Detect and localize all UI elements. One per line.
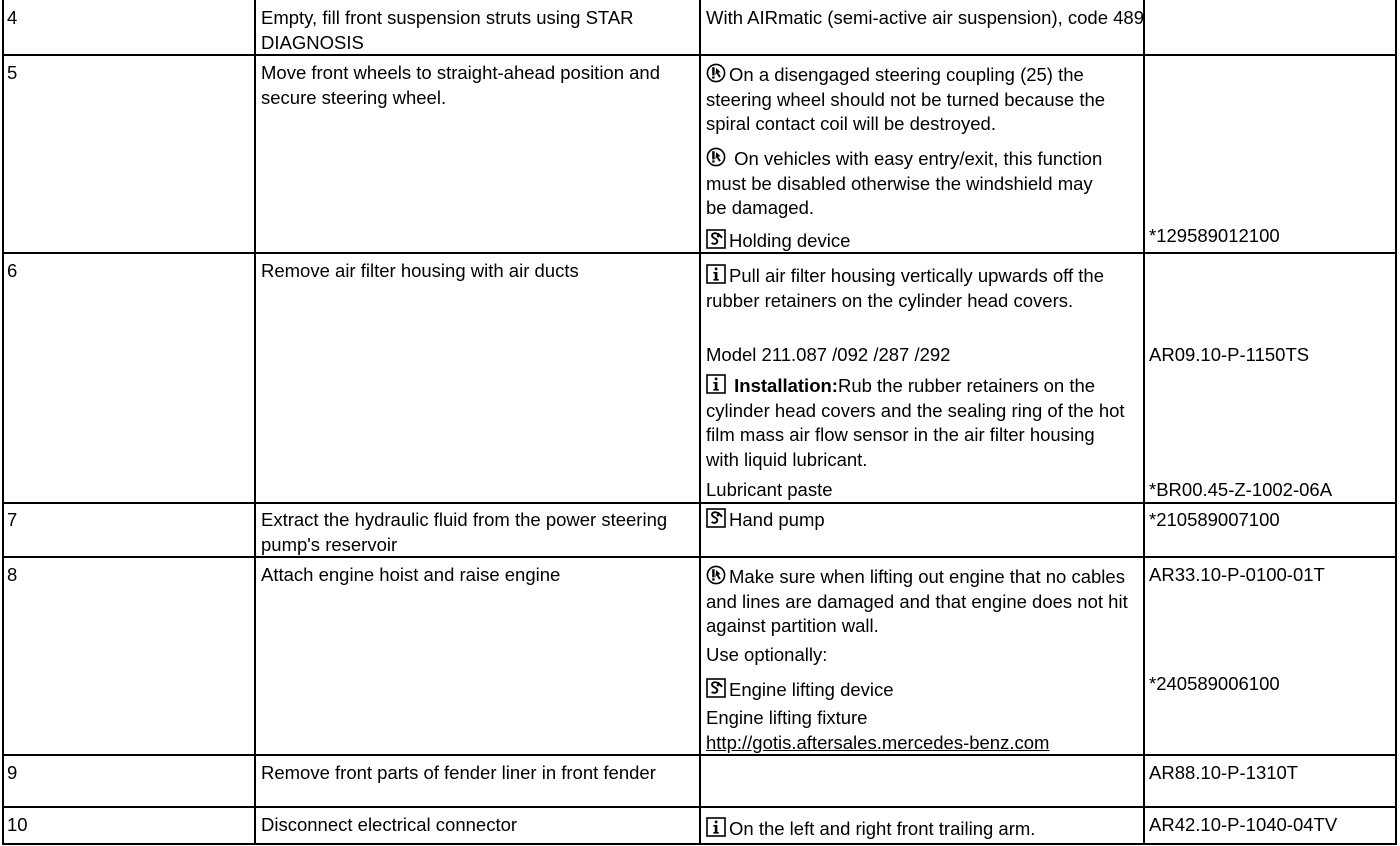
- step-number: 4: [7, 7, 18, 28]
- tool-note: [706, 678, 1146, 703]
- table-border-right: [1395, 0, 1397, 845]
- tool-reference: *240589006100: [1149, 673, 1280, 694]
- gotis-link[interactable]: http://gotis.aftersales.mercedes-benz.com: [706, 732, 1050, 753]
- note-text: Pull air filter housing vertically upwards off the rubber retainers on the cylinder head covers.: [706, 265, 1104, 311]
- step-number: 7: [7, 509, 18, 530]
- caution-icon: [706, 147, 726, 167]
- special-tool-icon: [706, 678, 726, 698]
- row-divider: [2, 556, 1397, 558]
- step-action: Empty, fill front suspension struts using STAR DIAGNOSIS: [261, 7, 634, 53]
- step-action: Disconnect electrical connector: [261, 814, 518, 835]
- tool-note: [706, 229, 1146, 254]
- row-divider: [2, 754, 1397, 756]
- caution-note: [706, 63, 1146, 137]
- info-note: [706, 374, 1131, 472]
- step-note: With AIRmatic (semi-active air suspension), code 489: [706, 7, 1145, 28]
- caution-icon: [706, 565, 726, 585]
- info-note: [706, 264, 1131, 313]
- step-action: Extract the hydraulic fluid from the power steering pump's reservoir: [261, 509, 668, 555]
- step-action: Remove front parts of fender liner in front fender: [261, 762, 656, 783]
- info-note: [706, 817, 1146, 842]
- step-action: Move front wheels to straight-ahead position and secure steering wheel.: [261, 62, 661, 108]
- note-text: Make sure when lifting out engine that no cables and lines are damaged and that engine does not hit against partition wall.: [706, 566, 1128, 636]
- document-reference: AR09.10-P-1150TS: [1149, 344, 1310, 365]
- info-icon: [706, 817, 726, 837]
- special-tool-icon: [706, 229, 726, 249]
- step-number: 6: [7, 260, 18, 281]
- tool-note: [706, 508, 1146, 533]
- procedure-table: [2, 0, 1397, 845]
- note-text: On the left and right front trailing arm.: [729, 818, 1036, 839]
- material-reference: *BR00.45-Z-1002-06A: [1149, 479, 1333, 500]
- note-text: Holding device: [729, 230, 851, 251]
- document-reference: AR88.10-P-1310T: [1149, 762, 1299, 783]
- step-action: Remove air filter housing with air ducts: [261, 260, 579, 281]
- note-text: Hand pump: [729, 509, 825, 530]
- caution-icon: [706, 63, 726, 83]
- note-text: Rub the rubber retainers on the cylinder head covers and the sealing ring of the hot film mass air flow sensor in the air filter housing with liquid lubricant.: [706, 375, 1125, 470]
- note-text: Engine lifting device: [729, 679, 894, 700]
- document-reference: AR42.10-P-1040-04TV: [1149, 814, 1338, 835]
- caution-note: [706, 147, 1106, 221]
- table-border-left: [2, 0, 4, 845]
- note-text: On a disengaged steering coupling (25) the steering wheel should not be turned because the spiral contact coil will be destroyed.: [706, 64, 1106, 134]
- document-reference: AR33.10-P-0100-01T: [1149, 564, 1325, 585]
- tool-reference: *129589012100: [1149, 225, 1280, 246]
- note-text: On vehicles with easy entry/exit, this function must be disabled otherwise the windshield may be damaged.: [706, 148, 1103, 218]
- column-divider: [254, 0, 256, 845]
- optional-label: Use optionally:: [706, 644, 828, 665]
- info-icon: [706, 264, 726, 284]
- row-divider: [2, 252, 1397, 254]
- step-number: 5: [7, 62, 18, 83]
- info-icon: [706, 374, 726, 394]
- caution-note: [706, 565, 1146, 639]
- row-divider: [2, 54, 1397, 56]
- row-divider: [2, 806, 1397, 808]
- installation-label: Installation:: [734, 375, 838, 396]
- step-number: 10: [7, 814, 28, 835]
- tool-reference: *210589007100: [1149, 509, 1280, 530]
- step-number: 9: [7, 762, 18, 783]
- table-border-bottom: [2, 843, 1397, 845]
- model-note: Model 211.087 /092 /287 /292: [706, 344, 951, 365]
- step-action: Attach engine hoist and raise engine: [261, 564, 561, 585]
- fixture-label: Engine lifting fixture: [706, 707, 868, 728]
- material-note: Lubricant paste: [706, 479, 833, 500]
- special-tool-icon: [706, 508, 726, 528]
- step-number: 8: [7, 564, 18, 585]
- column-divider: [699, 0, 701, 845]
